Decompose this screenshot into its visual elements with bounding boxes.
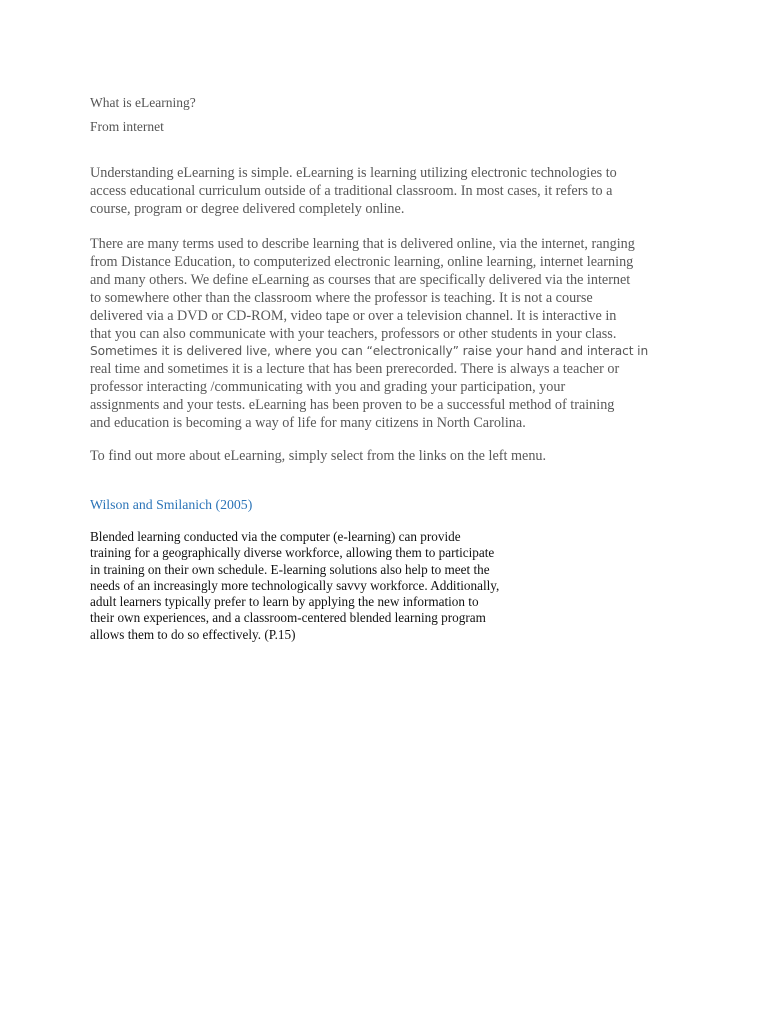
definition-paragraph [90,236,680,433]
paragraph-line: delivered via a DVD or CD-ROM, video tape or over a television channel. It is interactive in [90,307,617,324]
paragraph-line: to somewhere other than the classroom where the professor is teaching. It is not a course [90,289,593,306]
paragraph-line: real time and sometimes it is a lecture that has been prerecorded. There is always a teacher or [90,361,620,378]
paragraph-line: To find out more about eLearning, simply select from the links on the left menu. [90,448,547,464]
paragraph-line: and education is becoming a way of life for many citizens in North Carolina. [90,415,526,432]
quote-line: allows them to do so effectively. (P.15) [90,626,296,642]
paragraph-line: assignments and your tests. eLearning has been proven to be a successful method of training [90,397,615,414]
paragraph-line: that you can also communicate with your teachers, professors or other students in your class. [90,325,617,342]
quote-line: adult learners typically prefer to learn by applying the new information to [90,594,479,610]
paragraph-line: access educational curriculum outside of a traditional classroom. In most cases, it refers to a [90,182,613,199]
paragraph-line: and many others. We define eLearning as courses that are specifically delivered via the internet [90,271,631,288]
blended-learning-quote [90,529,499,643]
paragraph-line: professor interacting /communicating with you and grading your participation, your [90,379,566,396]
paragraph-line: Sometimes it is delivered live, where you can “electronically” raise your hand and interact in [90,344,649,359]
paragraph-line: Understanding eLearning is simple. eLearning is learning utilizing electronic technologies to [90,165,617,181]
find-out-more-paragraph [90,448,680,466]
quote-line: in training on their own schedule. E-learning solutions also help to meet the [90,561,490,577]
paragraph-line: There are many terms used to describe learning that is delivered online, via the internet, ranging [90,236,635,252]
intro-paragraph [90,165,680,219]
quote-line: Blended learning conducted via the computer (e-learning) can provide [90,529,461,544]
paragraph-line: from Distance Education, to computerized electronic learning, online learning, internet learning [90,253,634,270]
page-subtitle: From internet [90,119,164,134]
source-citation-link[interactable]: Wilson and Smilanich (2005) [90,497,253,512]
page-title: What is eLearning? [90,95,196,110]
quote-line: their own experiences, and a classroom-centered blended learning program [90,610,486,626]
paragraph-line: course, program or degree delivered completely online. [90,200,405,217]
quote-line: needs of an increasingly more technologically savvy workforce. Additionally, [90,577,500,593]
quote-line: training for a geographically diverse workforce, allowing them to participate [90,545,495,561]
